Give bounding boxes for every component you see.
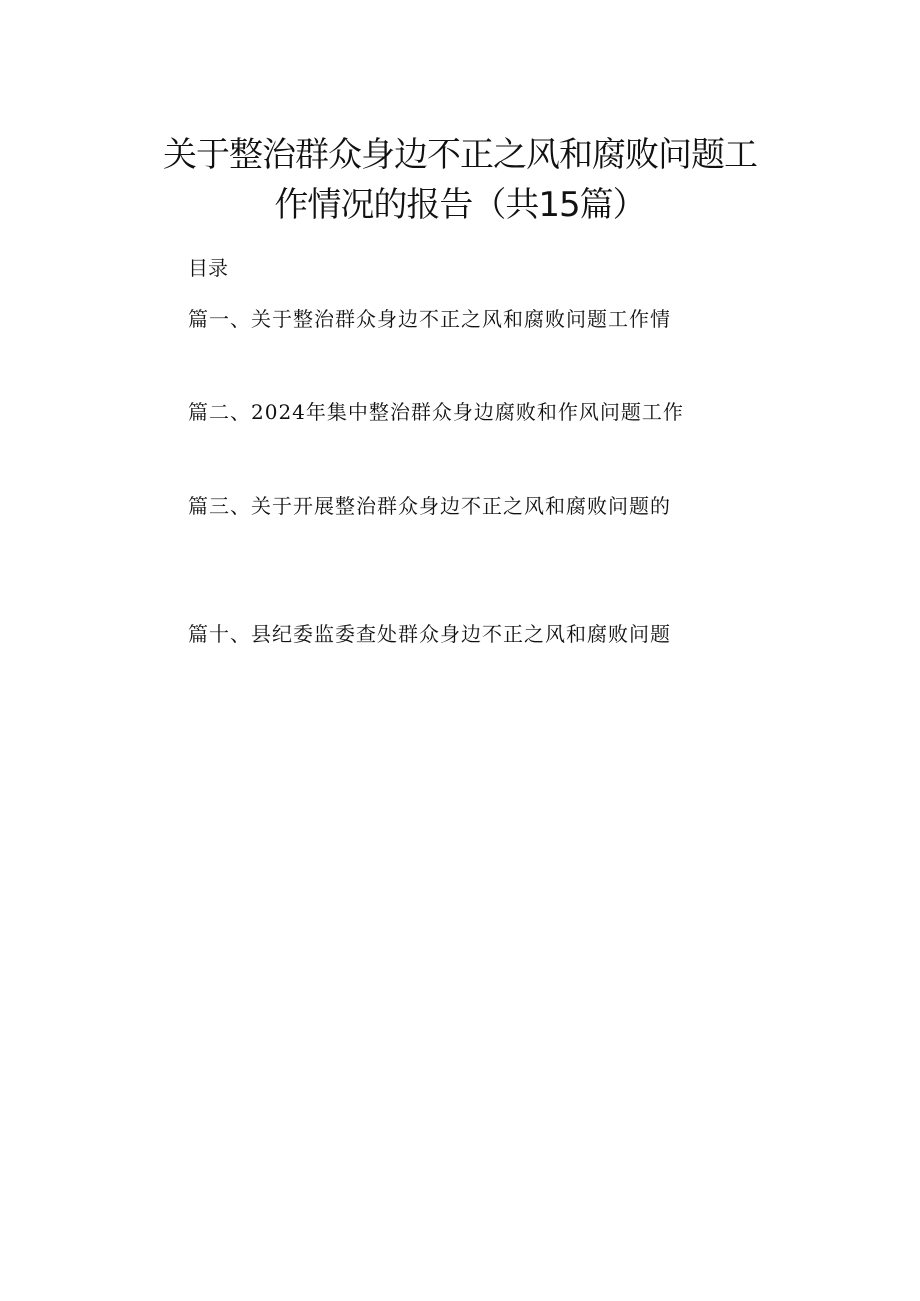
toc-item-3[interactable]: 篇三、关于开展整治群众身边不正之风和腐败问题的	[188, 494, 671, 518]
title-line-1: 关于整治群众身边不正之风和腐败问题工	[163, 135, 757, 175]
document-title	[120, 130, 800, 230]
toc-item-4[interactable]: 篇十、县纪委监委查处群众身边不正之风和腐败问题	[188, 622, 671, 646]
toc-item-1[interactable]: 篇一、关于整治群众身边不正之风和腐败问题工作情	[188, 307, 671, 331]
toc-item-2[interactable]: 篇二、2024年集中整治群众身边腐败和作风问题工作	[188, 400, 684, 424]
title-line-2: 作情况的报告（共15篇）	[274, 185, 646, 225]
toc-heading: 目录	[188, 256, 228, 280]
